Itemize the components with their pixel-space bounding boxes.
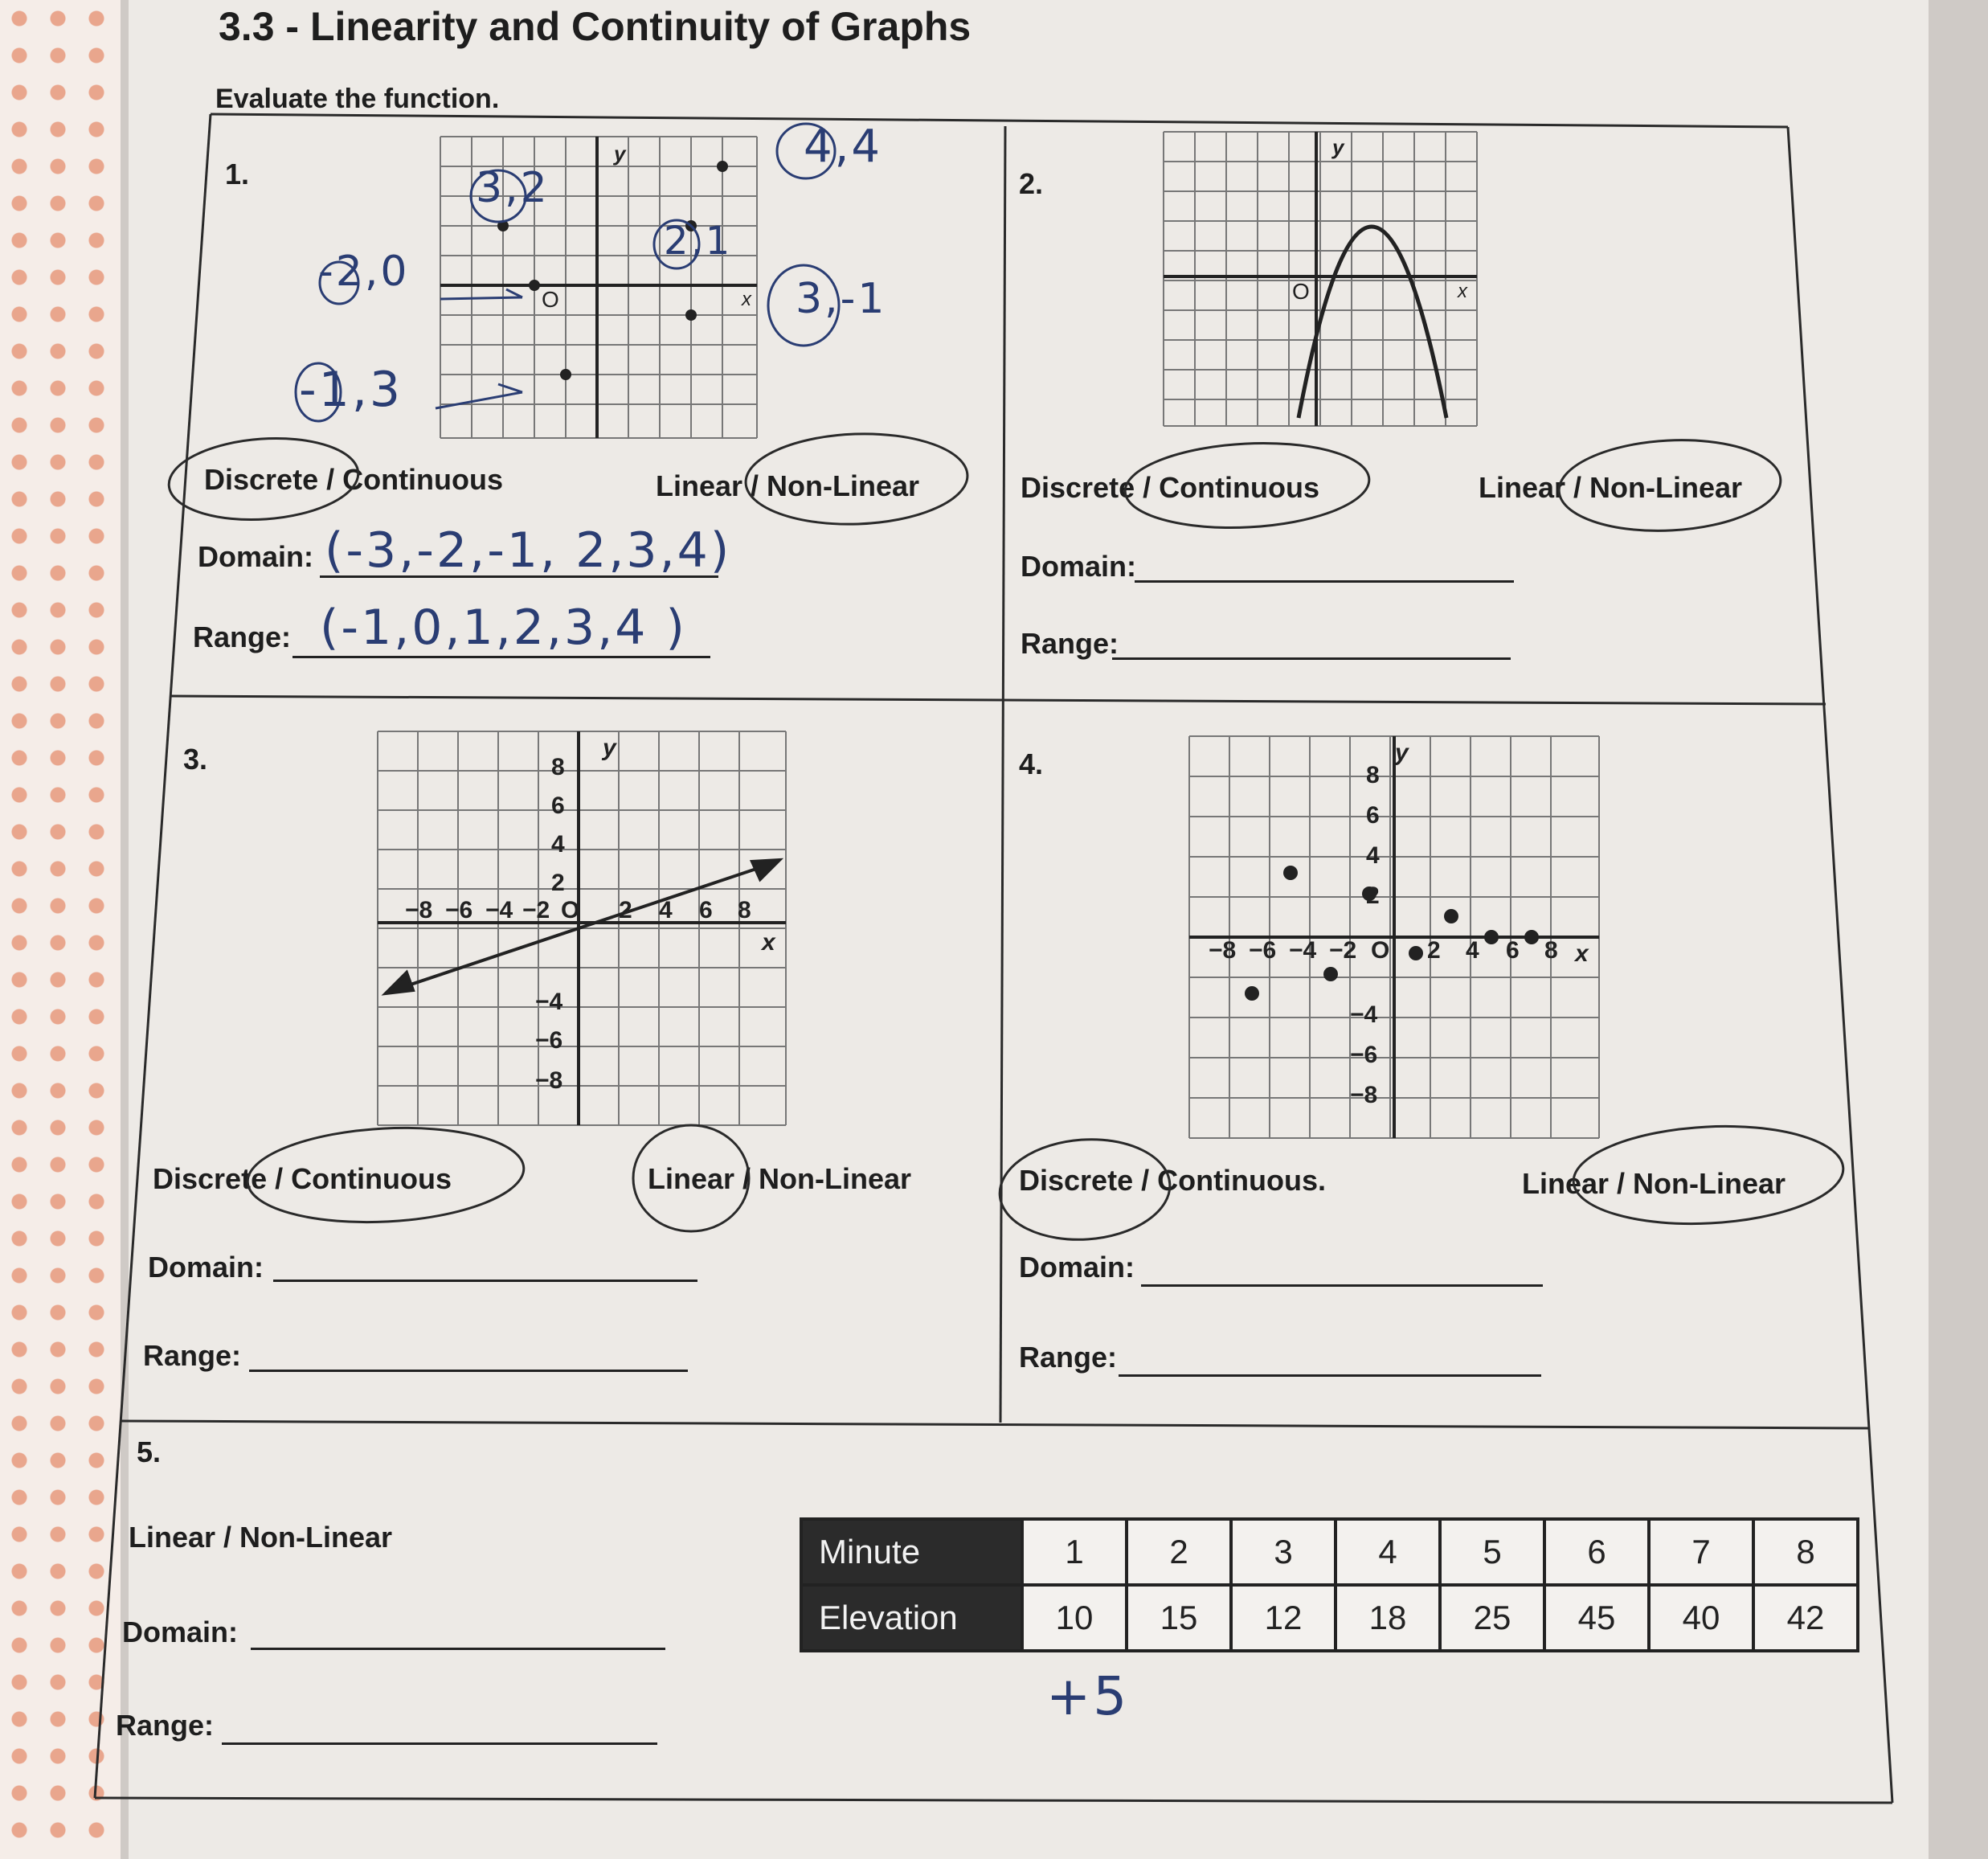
p3-linear-nonlinear: Linear / Non-Linear [648,1162,912,1195]
p3-range-label: Range: [143,1339,242,1372]
p4-discrete-continuous: Discrete / Continuous. [1019,1164,1327,1197]
p4-range-label: Range: [1019,1341,1118,1374]
hw-label-4-4: 4,4 [804,121,883,173]
g3-tick-y-neg4: −4 [535,989,563,1015]
hw-label-neg1-3: -1,3 [299,362,403,418]
graph-1-y-label: y [614,141,626,166]
p5-linear-nonlinear: Linear / Non-Linear [129,1521,393,1554]
table-cell: 12 [1231,1585,1336,1651]
graph-1-origin: O [542,287,559,312]
problem-4-number: 4. [1019,747,1044,780]
p1-domain-label: Domain: [198,540,313,573]
g4-y-label: y [1395,739,1409,766]
g4-tick-y-4: 4 [1366,842,1380,869]
g4-tick-y-neg4: −4 [1350,1001,1378,1028]
table-cell: 15 [1127,1585,1231,1651]
p5-range-label: Range: [116,1709,215,1742]
g4-origin: O [1371,937,1390,964]
g3-tick-x-2: 2 [619,897,632,923]
g3-tick-y-neg6: −6 [535,1027,563,1054]
table-cell: 10 [1022,1585,1127,1651]
hw-label-2-1: 2,1 [664,219,733,264]
g3-x-label: x [762,929,775,956]
hw-label-neg2-0: -2,0 [318,248,410,296]
p2-linear-nonlinear: Linear / Non-Linear [1479,471,1743,504]
p1-range-label: Range: [193,620,292,653]
table-cell: 42 [1753,1585,1858,1651]
problem-1-number: 1. [225,158,250,190]
g4-tick-x-2: 2 [1427,937,1441,964]
g4-x-label: x [1575,940,1589,967]
table-cell: 1 [1022,1519,1127,1585]
p2-discrete-continuous: Discrete / Continuous [1021,471,1320,504]
problem-2-number: 2. [1019,167,1044,200]
g4-tick-x-4: 4 [1466,937,1479,964]
p1-discrete-continuous: Discrete / Continuous [204,463,504,496]
p4-domain-label: Domain: [1019,1251,1135,1284]
table-cell: 3 [1231,1519,1336,1585]
table-cell: 18 [1336,1585,1440,1651]
problem-5-number: 5. [137,1435,162,1468]
g3-tick-x-4: 4 [659,897,673,923]
g3-tick-x-neg2: −2 [522,897,550,923]
g4-tick-x-6: 6 [1506,937,1520,964]
p1-range-answer: (-1,0,1,2,3,4 ) [320,600,687,656]
g3-tick-x-8: 8 [738,897,751,923]
problem-3-number: 3. [183,743,208,776]
table-cell: 6 [1544,1519,1649,1585]
g3-tick-y-6: 6 [551,792,565,819]
hw-note-plus5: +5 [1046,1665,1130,1727]
worksheet-title: 3.3 - Linearity and Continuity of Graphs [219,4,972,49]
p4-linear-nonlinear: Linear / Non-Linear [1522,1167,1786,1200]
g4-tick-x-neg4: −4 [1289,937,1317,964]
table-header-elevation: Elevation [801,1585,1022,1651]
p1-linear-nonlinear: Linear / Non-Linear [656,469,920,502]
g4-tick-y-8: 8 [1366,762,1380,788]
g4-tick-x-neg8: −8 [1209,937,1237,964]
g3-tick-x-6: 6 [699,897,713,923]
g3-y-label: y [603,735,616,761]
table-cell: 7 [1649,1519,1753,1585]
hw-label-3-neg1: 3,-1 [796,275,887,323]
p3-discrete-continuous: Discrete / Continuous [153,1162,452,1195]
p5-domain-label: Domain: [122,1615,238,1648]
g4-tick-x-neg6: −6 [1249,937,1277,964]
g4-tick-y-6: 6 [1366,802,1380,829]
p1-domain-answer: (-3,-2,-1, 2,3,4) [325,522,732,579]
g3-tick-x-neg6: −6 [445,897,473,923]
g4-tick-x-neg2: −2 [1329,937,1357,964]
g3-tick-y-neg8: −8 [535,1067,563,1094]
graph-2-origin: O [1292,279,1310,304]
table-header-minute: Minute [801,1519,1022,1585]
g3-tick-x-neg8: −8 [405,897,433,923]
instruction: Evaluate the function. [215,84,500,114]
graph-1-x-label: x [742,289,751,310]
p2-domain-label: Domain: [1021,550,1136,583]
graph-2-x-label: x [1458,280,1467,302]
g4-tick-y-neg8: −8 [1350,1082,1378,1108]
g4-tick-y-neg6: −6 [1350,1042,1378,1068]
table-cell: 2 [1127,1519,1231,1585]
hw-label-3-2: 3,2 [476,164,550,212]
table-cell: 5 [1440,1519,1544,1585]
g4-tick-x-8: 8 [1544,937,1558,964]
table-cell: 45 [1544,1585,1649,1651]
graph-2-y-label: y [1332,135,1344,159]
g4-tick-y-2: 2 [1366,882,1380,909]
table-cell: 40 [1649,1585,1753,1651]
g3-tick-y-2: 2 [551,870,565,896]
p2-range-label: Range: [1021,627,1119,660]
g3-origin: O [561,897,580,923]
g3-tick-y-8: 8 [551,754,565,780]
table-cell: 25 [1440,1585,1544,1651]
p3-domain-label: Domain: [148,1251,264,1284]
g3-tick-y-4: 4 [551,831,565,858]
g3-tick-x-neg4: −4 [485,897,513,923]
table-cell: 8 [1753,1519,1858,1585]
table-cell: 4 [1336,1519,1440,1585]
